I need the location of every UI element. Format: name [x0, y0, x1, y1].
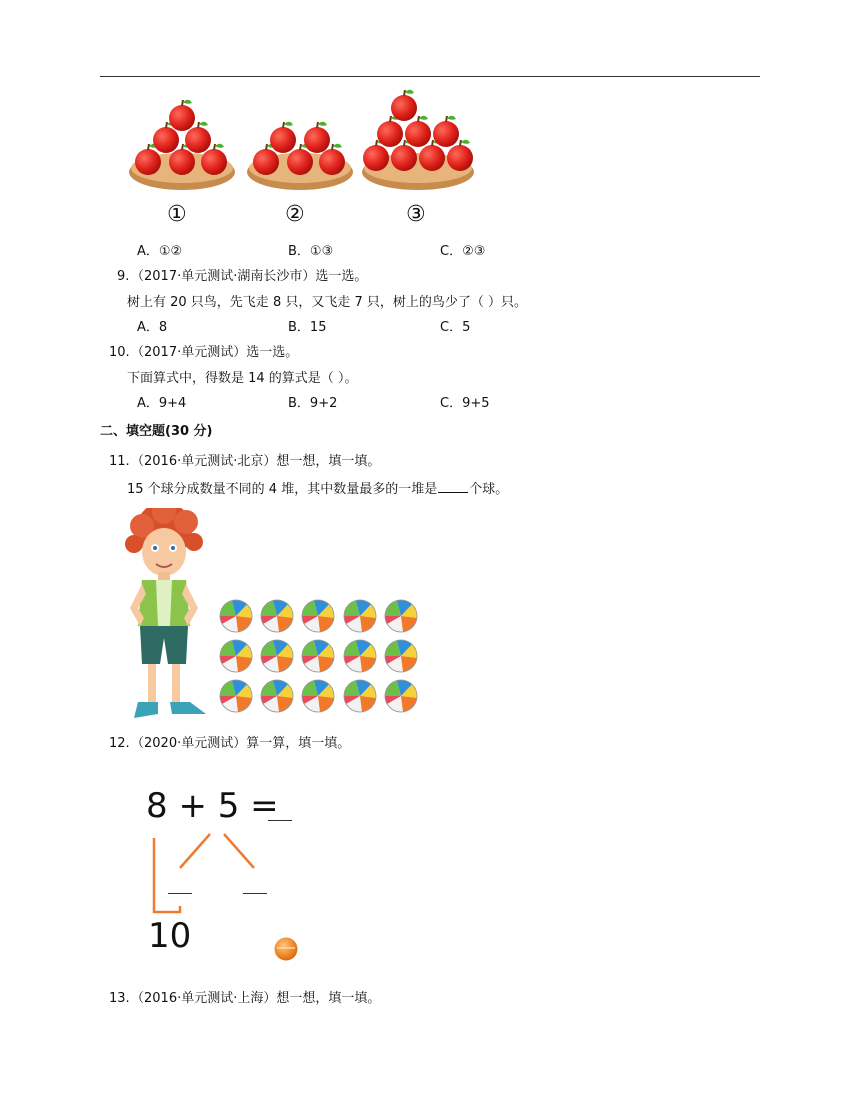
boy	[125, 508, 206, 718]
q11-source: （2016·单元测试·北京）想一想，填一填。	[131, 454, 381, 469]
decomposition-lines	[148, 828, 268, 918]
q11-text	[127, 480, 508, 499]
q12-sum-blank[interactable]	[268, 820, 292, 821]
plate-2	[247, 122, 353, 190]
plate-1	[129, 100, 235, 190]
q10-text: 下面算式中，得数是 14 的算式是（ ）。	[127, 371, 358, 386]
q12-number: 12.	[109, 736, 130, 751]
q10-option-b[interactable]: B．9+2	[288, 396, 338, 411]
q12-split-blank-1[interactable]	[168, 893, 192, 894]
q11-text-after: 个球。	[469, 482, 509, 497]
q9-option-b[interactable]: B．15	[288, 320, 327, 335]
q10-source: （2017·单元测试）选一选。	[131, 345, 299, 360]
plate-3	[362, 90, 474, 190]
q13-number: 13.	[109, 991, 130, 1006]
boy-with-balls-illustration	[124, 508, 424, 728]
q12-split-blank-2[interactable]	[243, 893, 267, 894]
q9-text: 树上有 20 只鸟，先飞走 8 只，又飞走 7 只，树上的鸟少了（ ）只。	[127, 295, 528, 310]
q12-source: （2020·单元测试）算一算，填一填。	[131, 736, 351, 751]
q11-answer-blank[interactable]	[438, 480, 468, 493]
q8-option-c[interactable]: C．②③	[440, 244, 486, 259]
section-title: 二、填空题(30 分)	[100, 424, 213, 439]
q8-option-b[interactable]: B．①③	[288, 244, 334, 259]
q12-ten: 10	[148, 916, 192, 956]
q9-option-a[interactable]: A．8	[137, 320, 168, 335]
q9-source: （2017·单元测试·湖南长沙市）选一选。	[131, 269, 368, 284]
apple-label-1: ①	[167, 202, 187, 227]
top-rule	[100, 76, 760, 77]
apple-label-3: ③	[406, 202, 426, 227]
apple-label-2: ②	[285, 202, 305, 227]
q10-option-c[interactable]: C．9+5	[440, 396, 490, 411]
q11-text-before: 15 个球分成数量不同的 4 堆，其中数量最多的一堆是	[127, 482, 438, 497]
q10-option-a[interactable]: A．9+4	[137, 396, 187, 411]
q8-option-a[interactable]: A．①②	[137, 244, 183, 259]
q10-number: 10.	[109, 345, 130, 360]
q13-source: （2016·单元测试·上海）想一想，填一填。	[131, 991, 381, 1006]
q9-option-c[interactable]: C．5	[440, 320, 471, 335]
orange-dot-icon	[273, 936, 299, 962]
q11-number: 11.	[109, 454, 130, 469]
apple-plates-illustration	[120, 86, 490, 198]
q9-number: 9.	[117, 269, 130, 284]
q12-equation: 8 + 5 =	[146, 786, 279, 826]
